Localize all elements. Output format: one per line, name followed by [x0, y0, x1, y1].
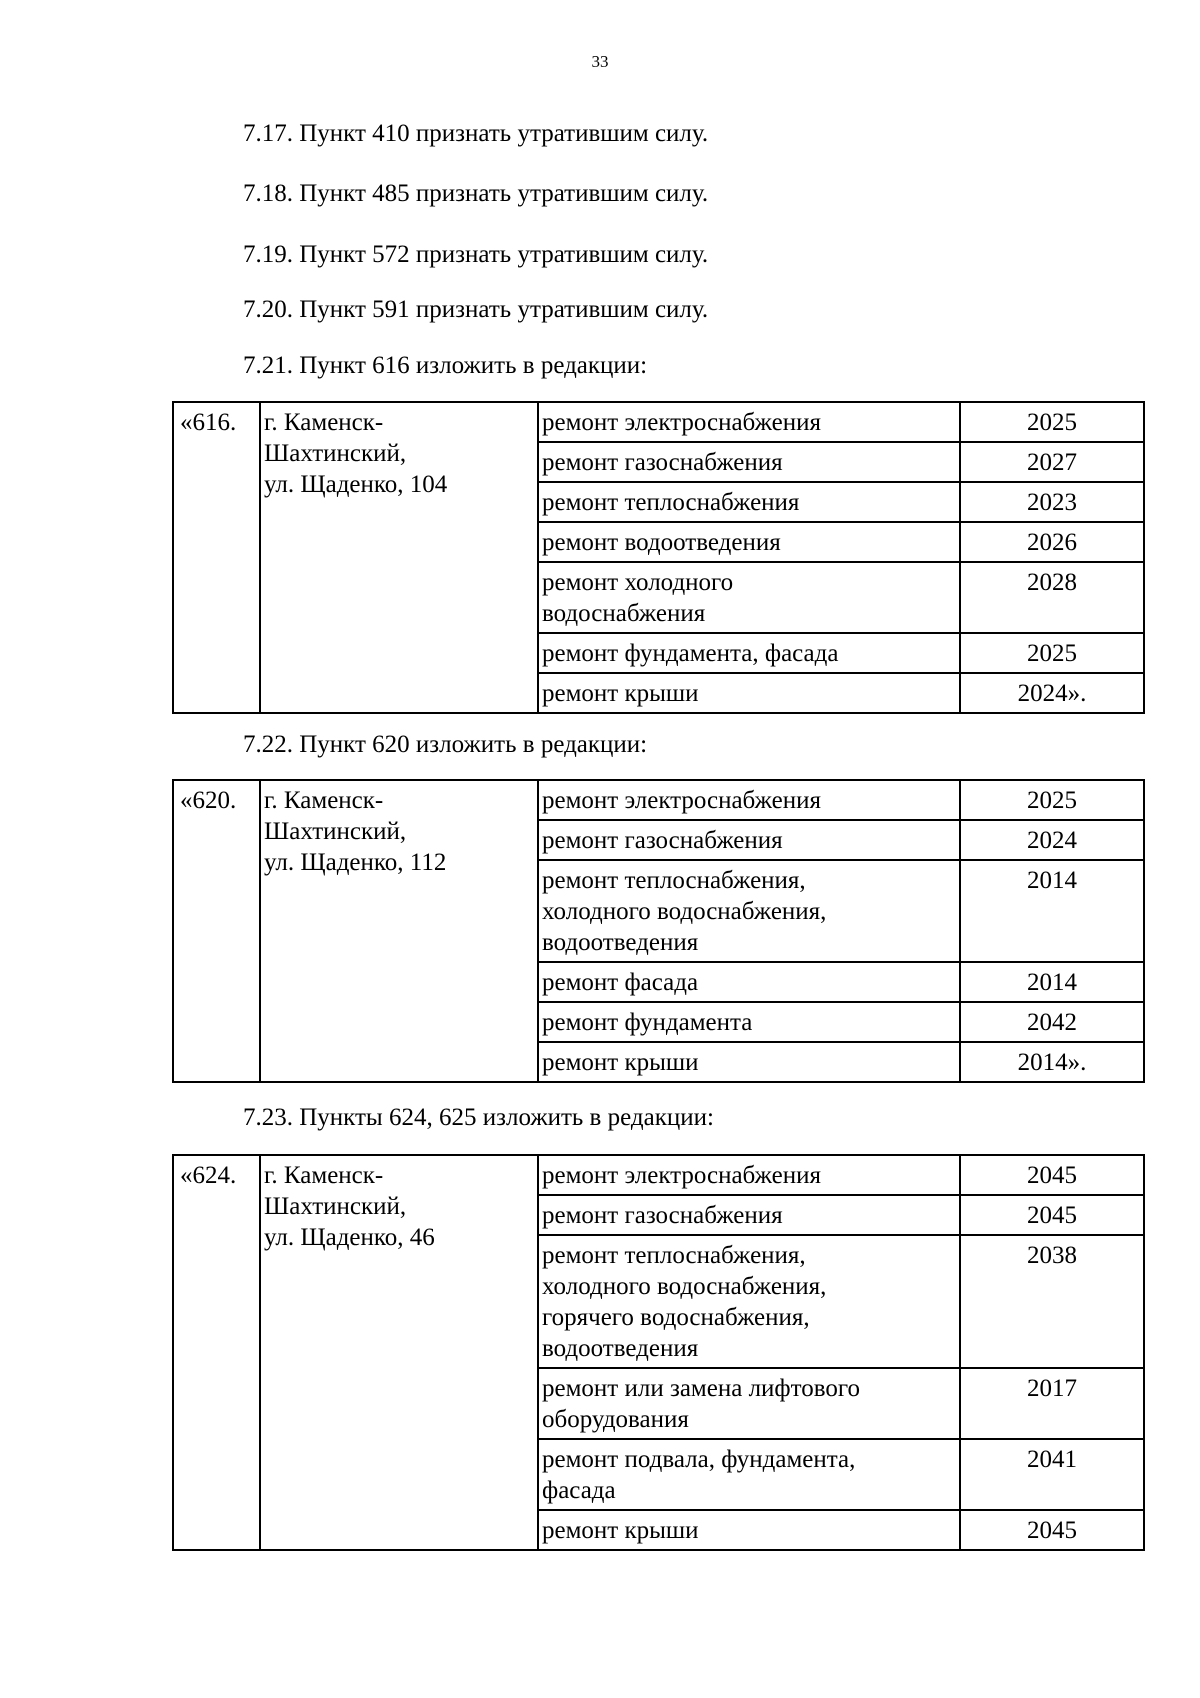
- item-address: [260, 402, 538, 713]
- work-year: 2045: [960, 1155, 1144, 1195]
- paragraph-7-17: 7.17. Пункт 410 признать утратившим силу.: [243, 120, 709, 147]
- work-type-line: фасада: [542, 1477, 616, 1504]
- item-number: «624.: [173, 1155, 260, 1550]
- work-year: 2027: [960, 442, 1144, 482]
- work-type-line: ремонт газоснабжения: [542, 449, 783, 476]
- work-type: [538, 780, 960, 820]
- work-type-line: ремонт фундамента, фасада: [542, 640, 839, 667]
- work-type-line: ремонт электроснабжения: [542, 787, 821, 814]
- item-number: «616.: [173, 402, 260, 713]
- work-type-line: ремонт теплоснабжения,: [542, 1242, 806, 1269]
- work-year: 2024: [960, 820, 1144, 860]
- work-type: [538, 1439, 960, 1510]
- table-row: [173, 402, 1144, 442]
- page-number: 33: [591, 52, 609, 71]
- work-type-line: водоотведения: [542, 929, 699, 956]
- address-line: ул. Щаденко, 46: [264, 1224, 435, 1251]
- work-year: 2014: [960, 860, 1144, 962]
- work-type: [538, 562, 960, 633]
- paragraph-7-19: 7.19. Пункт 572 признать утратившим силу.: [243, 241, 709, 268]
- work-type-line: ремонт крыши: [542, 1517, 699, 1544]
- work-type-line: ремонт газоснабжения: [542, 827, 783, 854]
- work-type: [538, 482, 960, 522]
- work-year: 2017: [960, 1368, 1144, 1439]
- work-type-line: водоснабжения: [542, 600, 706, 627]
- work-type-line: холодного водоснабжения,: [542, 1273, 827, 1300]
- item-620-table: [172, 779, 1145, 1083]
- work-year: 2038: [960, 1235, 1144, 1368]
- work-type: [538, 962, 960, 1002]
- work-type-line: горячего водоснабжения,: [542, 1304, 810, 1331]
- work-type: [538, 1195, 960, 1235]
- work-type-line: ремонт крыши: [542, 680, 699, 707]
- work-type-line: ремонт теплоснабжения,: [542, 867, 806, 894]
- table-row: [173, 1155, 1144, 1195]
- paragraph-7-18: 7.18. Пункт 485 признать утратившим силу.: [243, 180, 709, 207]
- work-year: 2025: [960, 402, 1144, 442]
- work-type-line: ремонт крыши: [542, 1049, 699, 1076]
- work-type: [538, 1002, 960, 1042]
- work-type-line: ремонт электроснабжения: [542, 1162, 821, 1189]
- work-year: 2041: [960, 1439, 1144, 1510]
- work-type-line: ремонт фасада: [542, 969, 699, 996]
- work-type-line: ремонт фундамента: [542, 1009, 753, 1036]
- work-year: 2042: [960, 1002, 1144, 1042]
- work-year: 2014».: [960, 1042, 1144, 1082]
- work-type-line: ремонт теплоснабжения: [542, 489, 800, 516]
- work-type-line: ремонт подвала, фундамента,: [542, 1446, 856, 1473]
- work-type: [538, 1510, 960, 1550]
- work-year: 2023: [960, 482, 1144, 522]
- work-type: [538, 633, 960, 673]
- work-type: [538, 1368, 960, 1439]
- work-type-line: ремонт газоснабжения: [542, 1202, 783, 1229]
- work-type: [538, 442, 960, 482]
- work-year: 2025: [960, 633, 1144, 673]
- work-type: [538, 1235, 960, 1368]
- address-line: г. Каменск-: [264, 1162, 384, 1189]
- work-type: [538, 860, 960, 962]
- address-line: Шахтинский,: [264, 440, 407, 467]
- item-address: [260, 1155, 538, 1550]
- work-type: [538, 820, 960, 860]
- work-year: 2014: [960, 962, 1144, 1002]
- item-616-table: [172, 401, 1145, 714]
- paragraph-7-23: 7.23. Пункты 624, 625 изложить в редакции:: [243, 1104, 714, 1131]
- work-type-line: ремонт или замена лифтового: [542, 1375, 860, 1402]
- paragraph-7-22: 7.22. Пункт 620 изложить в редакции:: [243, 731, 648, 758]
- work-type-line: ремонт электроснабжения: [542, 409, 821, 436]
- work-year: 2025: [960, 780, 1144, 820]
- work-year: 2045: [960, 1195, 1144, 1235]
- address-line: ул. Щаденко, 104: [264, 471, 448, 498]
- work-type-line: ремонт холодного: [542, 569, 734, 596]
- work-type: [538, 1155, 960, 1195]
- item-address: [260, 780, 538, 1082]
- work-type-line: ремонт водоотведения: [542, 529, 781, 556]
- paragraph-7-21: 7.21. Пункт 616 изложить в редакции:: [243, 352, 648, 379]
- work-type: [538, 1042, 960, 1082]
- address-line: Шахтинский,: [264, 1193, 407, 1220]
- address-line: Шахтинский,: [264, 818, 407, 845]
- address-line: г. Каменск-: [264, 409, 384, 436]
- work-year: 2045: [960, 1510, 1144, 1550]
- item-number: «620.: [173, 780, 260, 1082]
- work-type-line: оборудования: [542, 1406, 689, 1433]
- table-row: [173, 780, 1144, 820]
- work-year: 2026: [960, 522, 1144, 562]
- address-line: ул. Щаденко, 112: [264, 849, 447, 876]
- work-year: 2024».: [960, 673, 1144, 713]
- work-type-line: водоотведения: [542, 1335, 699, 1362]
- address-line: г. Каменск-: [264, 787, 384, 814]
- work-type: [538, 402, 960, 442]
- work-year: 2028: [960, 562, 1144, 633]
- work-type: [538, 673, 960, 713]
- item-624-table: [172, 1154, 1145, 1551]
- paragraph-7-20: 7.20. Пункт 591 признать утратившим силу.: [243, 296, 709, 323]
- work-type-line: холодного водоснабжения,: [542, 898, 827, 925]
- work-type: [538, 522, 960, 562]
